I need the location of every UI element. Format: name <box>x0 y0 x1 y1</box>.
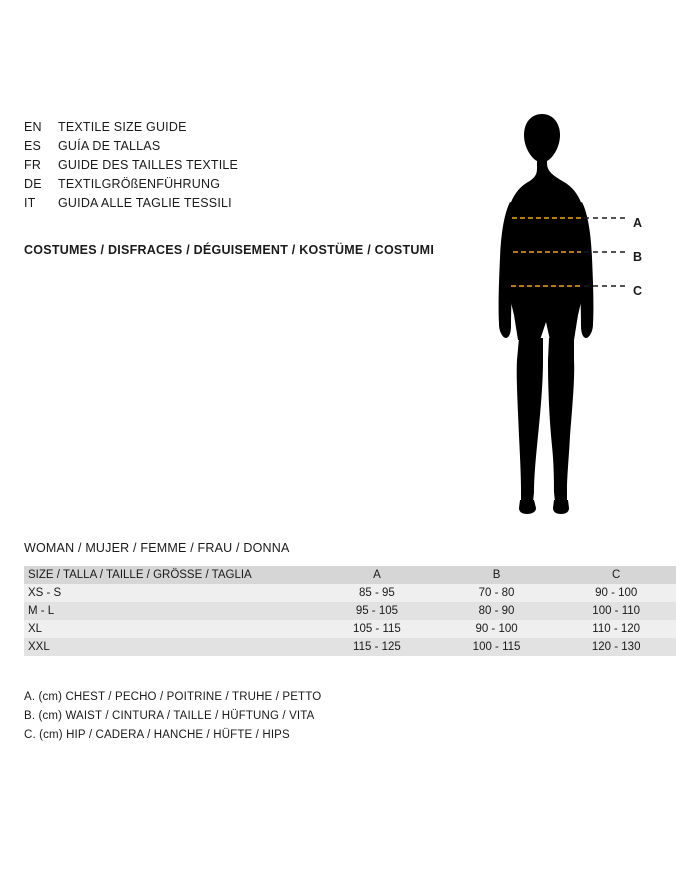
legend-line-b: B. (cm) WAIST / CINTURA / TAILLE / HÜFTUNG / VITA <box>24 710 315 722</box>
cell-c: 110 - 120 <box>592 623 641 635</box>
costumes-subtitle: COSTUMES / DISFRACES / DÉGUISEMENT / KOSTÜME / COSTUMI <box>24 243 435 257</box>
language-code: ES <box>24 139 42 153</box>
table-row <box>24 620 676 638</box>
cell-b: 80 - 90 <box>478 605 515 617</box>
cell-b: 90 - 100 <box>475 623 518 635</box>
language-label: TEXTILGRÖßENFÜHRUNG <box>58 177 221 191</box>
cell-size: XXL <box>28 641 50 653</box>
cell-c: 120 - 130 <box>591 641 641 653</box>
measure-label-a: A <box>633 216 643 230</box>
language-code: DE <box>24 177 42 191</box>
language-label: GUIDE DES TAILLES TEXTILE <box>58 158 239 172</box>
legend-line-a: A. (cm) CHEST / PECHO / POITRINE / TRUHE / PETTO <box>24 691 322 703</box>
table-row <box>24 638 676 656</box>
cell-c: 90 - 100 <box>595 587 638 599</box>
cell-size: XS - S <box>28 587 62 599</box>
column-header-a: A <box>373 569 381 581</box>
cell-b: 100 - 115 <box>472 641 521 653</box>
language-row <box>24 194 354 213</box>
legend-line-c: C. (cm) HIP / CADERA / HANCHE / HÜFTE / HIPS <box>24 729 290 741</box>
language-code: IT <box>24 196 36 210</box>
table-header-row <box>24 566 676 584</box>
language-list <box>24 118 354 213</box>
table-row <box>24 584 676 602</box>
language-row <box>24 156 354 175</box>
body-figure <box>490 110 660 520</box>
column-header-size: SIZE / TALLA / TAILLE / GRÖSSE / TAGLIA <box>28 569 252 581</box>
female-silhouette-icon <box>490 110 660 520</box>
cell-size: M - L <box>28 605 55 617</box>
language-row <box>24 137 354 156</box>
size-table <box>24 566 676 656</box>
language-code: EN <box>24 120 42 134</box>
cell-c: 100 - 110 <box>592 605 641 617</box>
language-label: TEXTILE SIZE GUIDE <box>58 120 187 134</box>
language-row <box>24 118 354 137</box>
cell-a: 105 - 115 <box>353 623 401 635</box>
table-row <box>24 602 676 620</box>
cell-a: 95 - 105 <box>355 605 399 617</box>
cell-a: 115 - 125 <box>353 641 401 653</box>
measure-label-b: B <box>633 250 643 264</box>
cell-a: 85 - 95 <box>359 587 395 599</box>
language-label: GUÍA DE TALLAS <box>58 139 161 153</box>
language-code: FR <box>24 158 42 172</box>
column-header-b: B <box>492 569 501 581</box>
language-label: GUIDA ALLE TAGLIE TESSILI <box>58 196 232 210</box>
measure-label-c: C <box>633 284 643 298</box>
table-title: WOMAN / MUJER / FEMME / FRAU / DONNA <box>24 541 290 555</box>
language-row <box>24 175 354 194</box>
cell-b: 70 - 80 <box>478 587 515 599</box>
cell-size: XL <box>28 623 43 635</box>
measurement-legend <box>24 688 321 745</box>
column-header-c: C <box>612 569 621 581</box>
